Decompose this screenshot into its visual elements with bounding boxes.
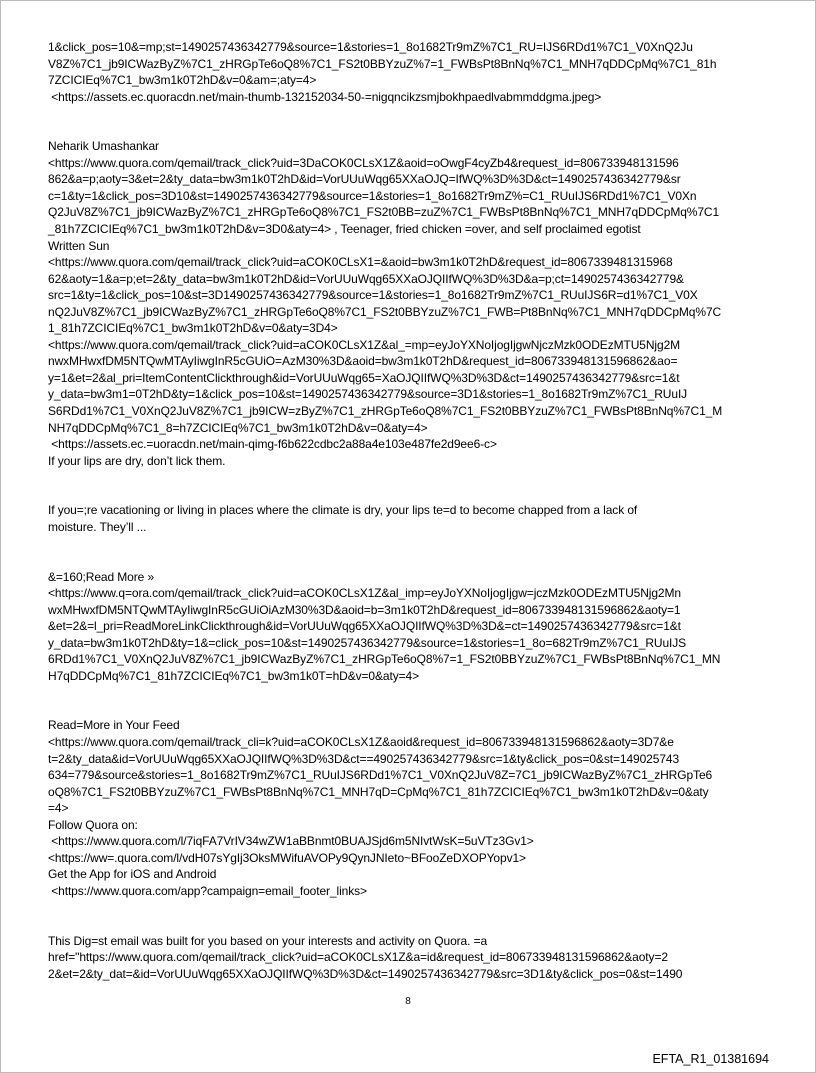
blank-line [48, 701, 775, 718]
text-line: &et=2&=l_pri=ReadMoreLinkClickthrough&id=VorUUuWqg65XXaOJQIIfWQ%3D%3D&=ct=1490257436342779&src=1&t [48, 619, 681, 634]
text-line: src=1&ty=1&click_pos=10&st=3D1490257436342779&source=1&stories=1_8o1682Tr9mZ%7C1_RUuIJS6R=d1%7C1_V0X [48, 288, 698, 303]
blank-line [48, 122, 775, 139]
blank-line [48, 916, 775, 933]
text-line: wxMHwxfDM5NTQwMTAyIiwgInR5cGUiOiAzM30%3D&aoid=b=3m1k0T2hD&request_id=806733948131596862&aoty=1 [48, 602, 681, 617]
document-body [48, 39, 775, 982]
text-line: nwxMHwxfDM5NTQwMTAyIiwgInR5cGUiO=AzM30%3D&aoid=bw3m1k0T2hD&request_id=806733948131596862&ao= [48, 354, 678, 369]
text-line: V8Z%7C1_jb9ICWazByZ%7C1_zHRGpTe6oQ8%7C1_FS2t0BBYzuZ%7=1_FWBsPt8BnNq%7C1_MNH7qDDCpMq%7C1_81h [48, 56, 717, 71]
text-line: 1_81h7ZCICIEq%7C1_bw3m1k0T2hD&v=0&aty=3D4> [48, 321, 338, 336]
text-line: 2&et=2&ty_dat=&id=VorUUuWqg65XXaOJQIIfWQ%3D%3D&ct=1490257436342779&src=3D1&ty&click_pos=0&st=1490 [48, 966, 683, 981]
text-line: 62&aoty=1&a=p;et=2&ty_data=bw3m1k0T2hD&id=VorUUuWqg65XXaOJQIIfWQ%3D%3D&a=p;ct=1490257436342779& [48, 271, 684, 286]
text-line: This Dig=st email was built for you based on your interests and activity on Quora. =a [48, 933, 488, 948]
blank-line [48, 486, 775, 503]
text-line: Get the App for iOS and Android [48, 867, 217, 882]
text-line: href="https://www.quora.com/qemail/track_click?uid=aCOK0CLsX1Z&a=id&request_id=806733948131596862&aoty=2 [48, 950, 668, 965]
text-line: Q2JuV8Z%7C1_jb9ICWazByZ%7C1_zHRGpTe6oQ8%7C1_FS2t0BB=zuZ%7C1_FWBsPt8BnNq%7C1_MNH7qDDCpMq%7C1 [48, 205, 720, 220]
text-line: moisture. They’ll ... [48, 519, 147, 534]
text-line: 7ZCICIEq%7C1_bw3m1k0T2hD&v=0&am=;aty=4> [48, 73, 317, 88]
text-line: If your lips are dry, don’t lick them. [48, 453, 226, 468]
text-line: 634=779&source&stories=1_8o1682Tr9mZ%7C1_RUuIJS6RDd1%7C1_V0XnQ2JuV8Z=7C1_jb9ICWazByZ%7C1_zHRGpTe6 [48, 768, 713, 783]
text-line: Neharik Umashankar [48, 139, 159, 154]
link-line: <https://www.quora.com/qemail/track_click?uid=3DaCOK0CLsX1Z&aoid=oOwgF4cyZb4&request_id=806733948131596 [48, 155, 679, 170]
text-line: y_data=bw3m1k0T2hD&ty=1&=click_pos=10&st=1490257436342779&source=1&stories=1_8o=682Tr9mZ%7C1_RUuIJS [48, 635, 687, 650]
blank-line [48, 535, 775, 552]
text-line: 862&a=p;aoty=3&et=2&ty_data=bw3m1k0T2hD&id=VorUUuWqg65XXaOJQ=IfWQ%3D%3D&ct=1490257436342779&sr [48, 172, 681, 187]
text-line: &=160;Read More » [48, 569, 155, 584]
text-line: NH7qDDCpMq%7C1_8=h7ZCICIEq%7C1_bw3m1k0T2hD&v=0&aty=4> [48, 420, 428, 435]
link-line: <https://assets.ec.quoracdn.net/main-thumb-132152034-50-=nigqncikzsmjbokhpaedlvabmmddgma.jpeg> [48, 89, 602, 104]
link-line: <https://www.quora.com/app?campaign=email_footer_links> [48, 883, 367, 898]
bates-label: EFTA_R1_01381694 [652, 1052, 769, 1066]
blank-line [48, 899, 775, 916]
blank-line [48, 684, 775, 701]
text-line: 1&click_pos=10&=mp;st=1490257436342779&source=1&stories=1_8o1682Tr9mZ%7C1_RU=IJS6RDd1%7C1_V0XnQ2Ju [48, 40, 693, 54]
page-number: 8 [405, 996, 411, 1007]
link-line: <https://ww=.quora.com/l/vdH07sYgIj3OksMWifuAVOPy9QynJNIeto~BFooZeDXOPYopv1> [48, 850, 526, 865]
text-line: c=1&ty=1&click_pos=3D10&st=1490257436342779&source=1&stories=1_8o1682Tr9mZ%=C1_RUuIJS6RDd1%7C1_V0Xn [48, 188, 697, 203]
link-line: <https://www.q=ora.com/qemail/track_click?uid=aCOK0CLsX1Z&al_imp=eyJoYXNoIjogIjgw=jczMzk0ODEzMTU5Njg2Mn [48, 586, 681, 601]
text-line: 6RDd1%7C1_V0XnQ2JuV8Z%7C1_jb9ICWazByZ%7C1_zHRGpTe6oQ8%7=1_FS2t0BBYzuZ%7C1_FWBsPt8BnNq%7C1_MN [48, 652, 721, 667]
blank-line [48, 552, 775, 569]
text-line: _81h7ZCICIEq%7C1_bw3m1k0T2hD&v=3D0&aty=4> , Teenager, fried chicken =over, and self proclaimed egotist [48, 222, 641, 237]
text-line: H7qDDCpMq%7C1_81h7ZCICIEq%7C1_bw3m1k0T=hD&v=0&aty=4> [48, 668, 419, 683]
blank-line [48, 469, 775, 486]
text-line: Read=More in Your Feed [48, 718, 180, 733]
text-line: Written Sun [48, 238, 110, 253]
text-line: oQ8%7C1_FS2t0BBYzuZ%7C1_FWBsPt8BnNq%7C1_MNH7qD=CpMq%7C1_81h7ZCICIEq%7C1_bw3m1k0T2hD&v=0&aty [48, 784, 709, 799]
link-line: <https://www.quora.com/qemail/track_click?uid=aCOK0CLsX1Z&al_=mp=eyJoYXNoIjogIjgwNjczMzk0ODEzMTU5Njg2M [48, 337, 681, 352]
text-line: nQ2JuV8Z%7C1_jb9ICWazByZ%7C1_zHRGpTe6oQ8%7C1_FS2t0BBYzuZ%7C1_FWB=Pt8BnNq%7C1_MNH7qDDCpMq%7C [48, 304, 722, 319]
link-line: <https://www.quora.com/l/7iqFA7VrIV34wZW1aBBnmt0BUAJSjd6m5NIvtWsK=5uVTz3Gv1> [48, 834, 534, 849]
text-line: t=2&ty_data&id=VorUUuWqg65XXaOJQIIfWQ%3D%3D&ct==490257436342779&src=1&ty&click_pos=0&st=149025743 [48, 751, 680, 766]
text-line: S6RDd1%7C1_V0XnQ2JuV8Z%7C1_jb9ICW=zByZ%7C1_zHRGpTe6oQ8%7C1_FS2t0BBYzuZ%7C1_FWBsPt8BnNq%7C1_M [48, 404, 723, 419]
link-line: <https://assets.ec.=uoracdn.net/main-qimg-f6b622cdbc2a88a4e103e487fe2d9ee6-c> [48, 437, 497, 452]
text-line: If you=;re vacationing or living in places where the climate is dry, your lips te=d to become chapped from a lack of [48, 503, 638, 518]
text-line: =4> [48, 801, 69, 816]
text-line: Follow Quora on: [48, 817, 138, 832]
link-line: <https://www.quora.com/qemail/track_click?uid=aCOK0CLsX1=&aoid=bw3m1k0T2hD&request_id=8067339481315968 [48, 255, 673, 270]
link-line: <https://www.quora.com/qemail/track_cli=k?uid=aCOK0CLsX1Z&aoid&request_id=806733948131596862&aoty=3D7&e [48, 734, 674, 749]
blank-line [48, 105, 775, 122]
text-line: y=1&et=2&al_pri=ItemContentClickthrough&id=VorUUuWqg65=XaOJQIIfWQ%3D%3D&ct=1490257436342779&src=1&t [48, 370, 680, 385]
text-line: y_data=bw3m1=0T2hD&ty=1&click_pos=10&st=1490257436342779&source=3D1&stories=1_8o1682Tr9mZ%7C1_RUuIJ [48, 387, 688, 402]
